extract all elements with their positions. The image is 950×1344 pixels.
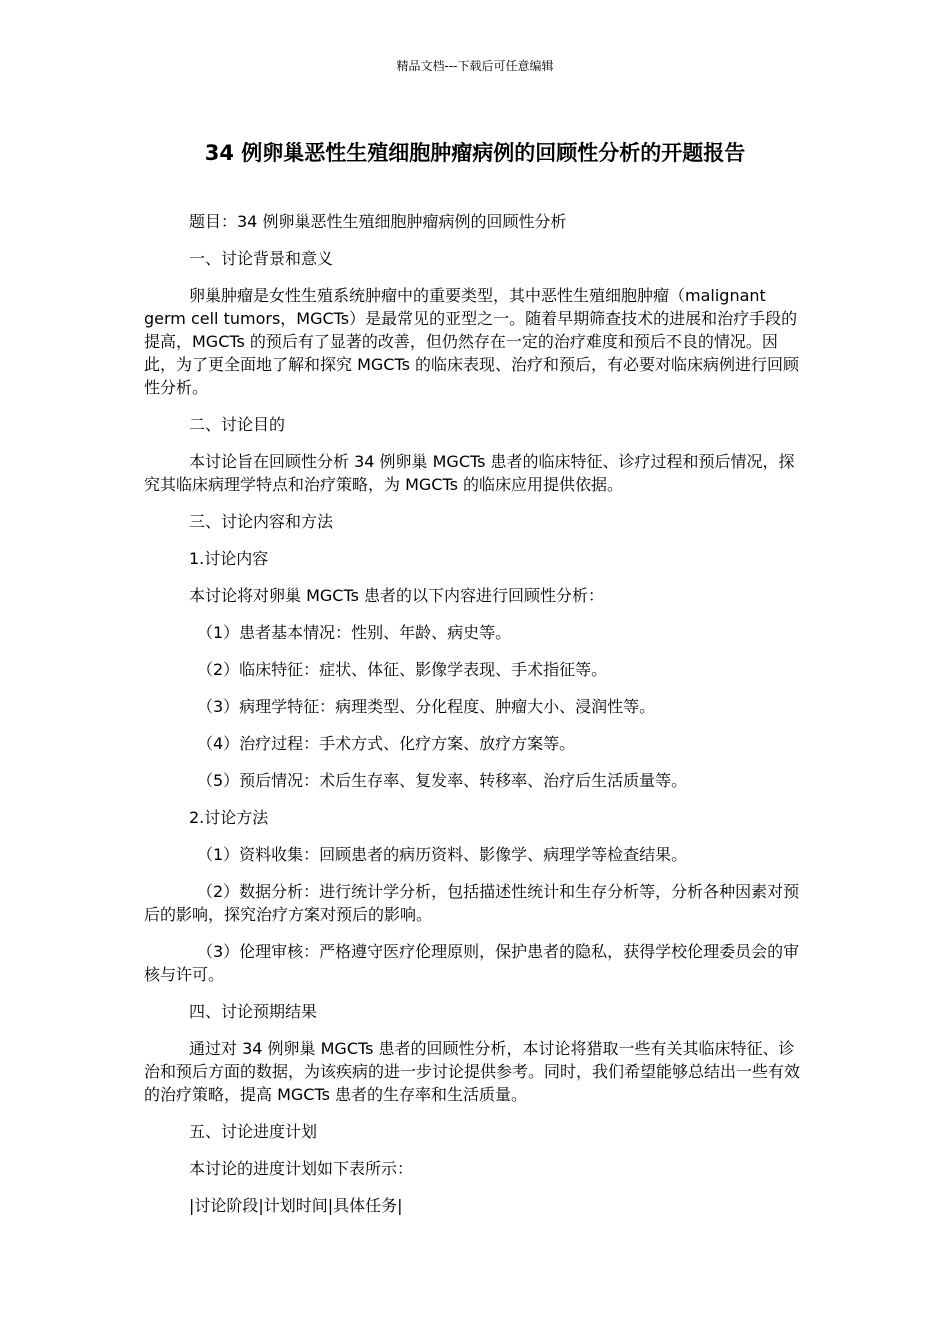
section-3-intro: 本讨论将对卵巢 MGCTs 患者的以下内容进行回顾性分析： bbox=[189, 586, 605, 605]
section-2-body: 本讨论旨在回顾性分析 34 例卵巢 MGCTs 患者的临床特征、诊疗过程和预后情况，探究其临床病理学特点和治疗策略，为 MGCTs 的临床应用提供依据。 bbox=[144, 452, 795, 494]
section-3-subheading-method: 2.讨论方法 bbox=[189, 808, 269, 827]
header-note: 精品文档---下载后可任意编辑 bbox=[396, 59, 554, 73]
document-title: 34 例卵巢恶性生殖细胞肿瘤病例的回顾性分析的开题报告 bbox=[204, 141, 746, 165]
content-item: （2）临床特征：症状、体征、影像学表现、手术指征等。 bbox=[197, 660, 608, 679]
section-3-subheading-content: 1.讨论内容 bbox=[189, 549, 269, 568]
content-item: （3）病理学特征：病理类型、分化程度、肿瘤大小、浸润性等。 bbox=[197, 697, 656, 716]
section-4-heading: 四、讨论预期结果 bbox=[189, 1002, 318, 1021]
content-item: （5）预后情况：术后生存率、复发率、转移率、治疗后生活质量等。 bbox=[197, 771, 688, 790]
section-4-body: 通过对 34 例卵巢 MGCTs 患者的回顾性分析，本讨论将猎取一些有关其临床特征、诊治和预后方面的数据，为该疾病的进一步讨论提供参考。同时，我们希望能够总结出一些有效的治疗策略，提高 MGCTs 患者的生存率和生活质量。 bbox=[144, 1039, 801, 1104]
document-body bbox=[144, 210, 804, 1231]
section-5-intro: 本讨论的进度计划如下表所示： bbox=[189, 1159, 414, 1178]
schedule-table-header: |讨论阶段|计划时间|具体任务| bbox=[189, 1196, 403, 1215]
section-1-heading: 一、讨论背景和意义 bbox=[189, 249, 334, 268]
content-item: （1）患者基本情况：性别、年龄、病史等。 bbox=[197, 623, 512, 642]
method-item: （1）资料收集：回顾患者的病历资料、影像学、病理学等检查结果。 bbox=[197, 845, 688, 864]
section-5-heading: 五、讨论进度计划 bbox=[189, 1122, 318, 1141]
method-item: （3）伦理审核：严格遵守医疗伦理原则，保护患者的隐私，获得学校伦理委员会的审核与许可。 bbox=[144, 942, 800, 984]
content-item: （4）治疗过程：手术方式、化疗方案、放疗方案等。 bbox=[197, 734, 576, 753]
topic-line: 题目：34 例卵巢恶性生殖细胞肿瘤病例的回顾性分析 bbox=[189, 212, 567, 231]
section-1-body: 卵巢肿瘤是女性生殖系统肿瘤中的重要类型，其中恶性生殖细胞肿瘤（malignant germ cell tumors，MGCTs）是最常见的亚型之一。随着早期筛查技术的进展和治疗手段的提高，MGCTs 的预后有了显著的改善，但仍然存在一定的治疗难度和预后不良的情况。因此，为了更全面地了解和探究 MGCTs 的临床表现、治疗和预后，有必要对临床病例进行回顾性分析。 bbox=[144, 286, 800, 397]
method-item: （2）数据分析：进行统计学分析，包括描述性统计和生存分析等，分析各种因素对预后的影响，探究治疗方案对预后的影响。 bbox=[144, 882, 800, 924]
section-3-heading: 三、讨论内容和方法 bbox=[189, 512, 334, 531]
section-2-heading: 二、讨论目的 bbox=[189, 415, 286, 434]
